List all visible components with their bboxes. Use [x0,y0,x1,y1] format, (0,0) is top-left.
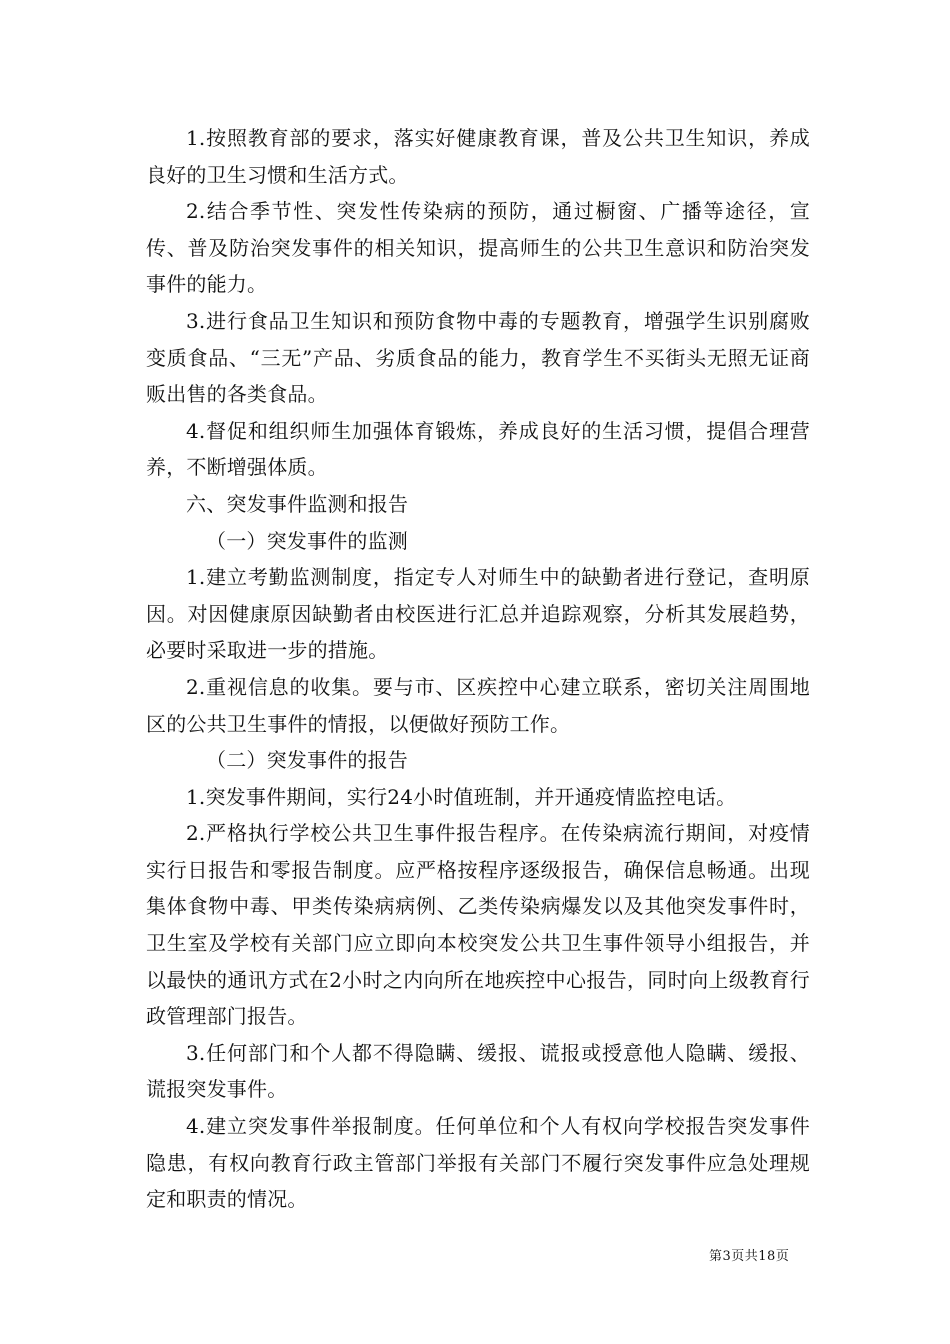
paragraph-duty-system: 1.突发事件期间，实行24小时值班制，并开通疫情监控电话。 [186,784,737,809]
subsection-heading-monitoring: （一）突发事件的监测 [206,528,408,553]
paragraph-information-collection: 2.重视信息的收集。要与市、区疾控中心建立联系，密切关注周围地区的公共卫生事件的情报，以便做好预防工作。 [146,674,810,736]
paragraph-food-safety: 3.进行食品卫生知识和预防食物中毒的专题教育，增强学生识别腐败变质食品、“三无”产品、劣质食品的能力，教育学生不买街头无照无证商贩出售的各类食品。 [146,308,810,407]
document-body [146,120,810,1218]
subsection-heading-reporting: （二）突发事件的报告 [206,748,408,773]
paragraph-no-concealment: 3.任何部门和个人都不得隐瞒、缓报、谎报或授意他人隐瞒、缓报、谎报突发事件。 [146,1040,810,1102]
paragraph-health-education: 1.按照教育部的要求，落实好健康教育课，普及公共卫生知识，养成良好的卫生习惯和生活方式。 [146,126,810,187]
paragraph-reporting-procedure: 2.严格执行学校公共卫生事件报告程序。在传染病流行期间，对疫情实行日报告和零报告制度。应严格按程序逐级报告，确保信息畅通。出现集体食物中毒、甲类传染病病例、乙类传染病爆发以及其他突发事件时，卫生室及学校有关部门应立即向本校突发公共卫生事件领导小组报告，并以最快的通讯方式在2小时之内向所在地疾控中心报告，同时向上级教育行政管理部门报告。 [146,821,810,1029]
paragraph-attendance-monitoring: 1.建立考勤监测制度，指定专人对师生中的缺勤者进行登记，查明原因。对因健康原因缺勤者由校医进行汇总并追踪观察，分析其发展趋势，必要时采取进一步的措施。 [146,565,810,663]
paragraph-physical-exercise: 4.督促和组织师生加强体育锻炼，养成良好的生活习惯，提倡合理营养，不断增强体质。 [146,418,810,480]
section-heading-monitoring-reporting: 六、突发事件监测和报告 [186,491,409,516]
page-number: 第3页共18页 [709,1249,790,1264]
paragraph-seasonal-prevention: 2.结合季节性、突发性传染病的预防，通过橱窗、广播等途径，宣传、普及防治突发事件的相关知识，提高师生的公共卫生意识和防治突发事件的能力。 [146,199,810,297]
paragraph-whistleblowing: 4.建立突发事件举报制度。任何单位和个人有权向学校报告突发事件隐患，有权向教育行政主管部门举报有关部门不履行突发事件应急处理规定和职责的情况。 [146,1114,810,1212]
